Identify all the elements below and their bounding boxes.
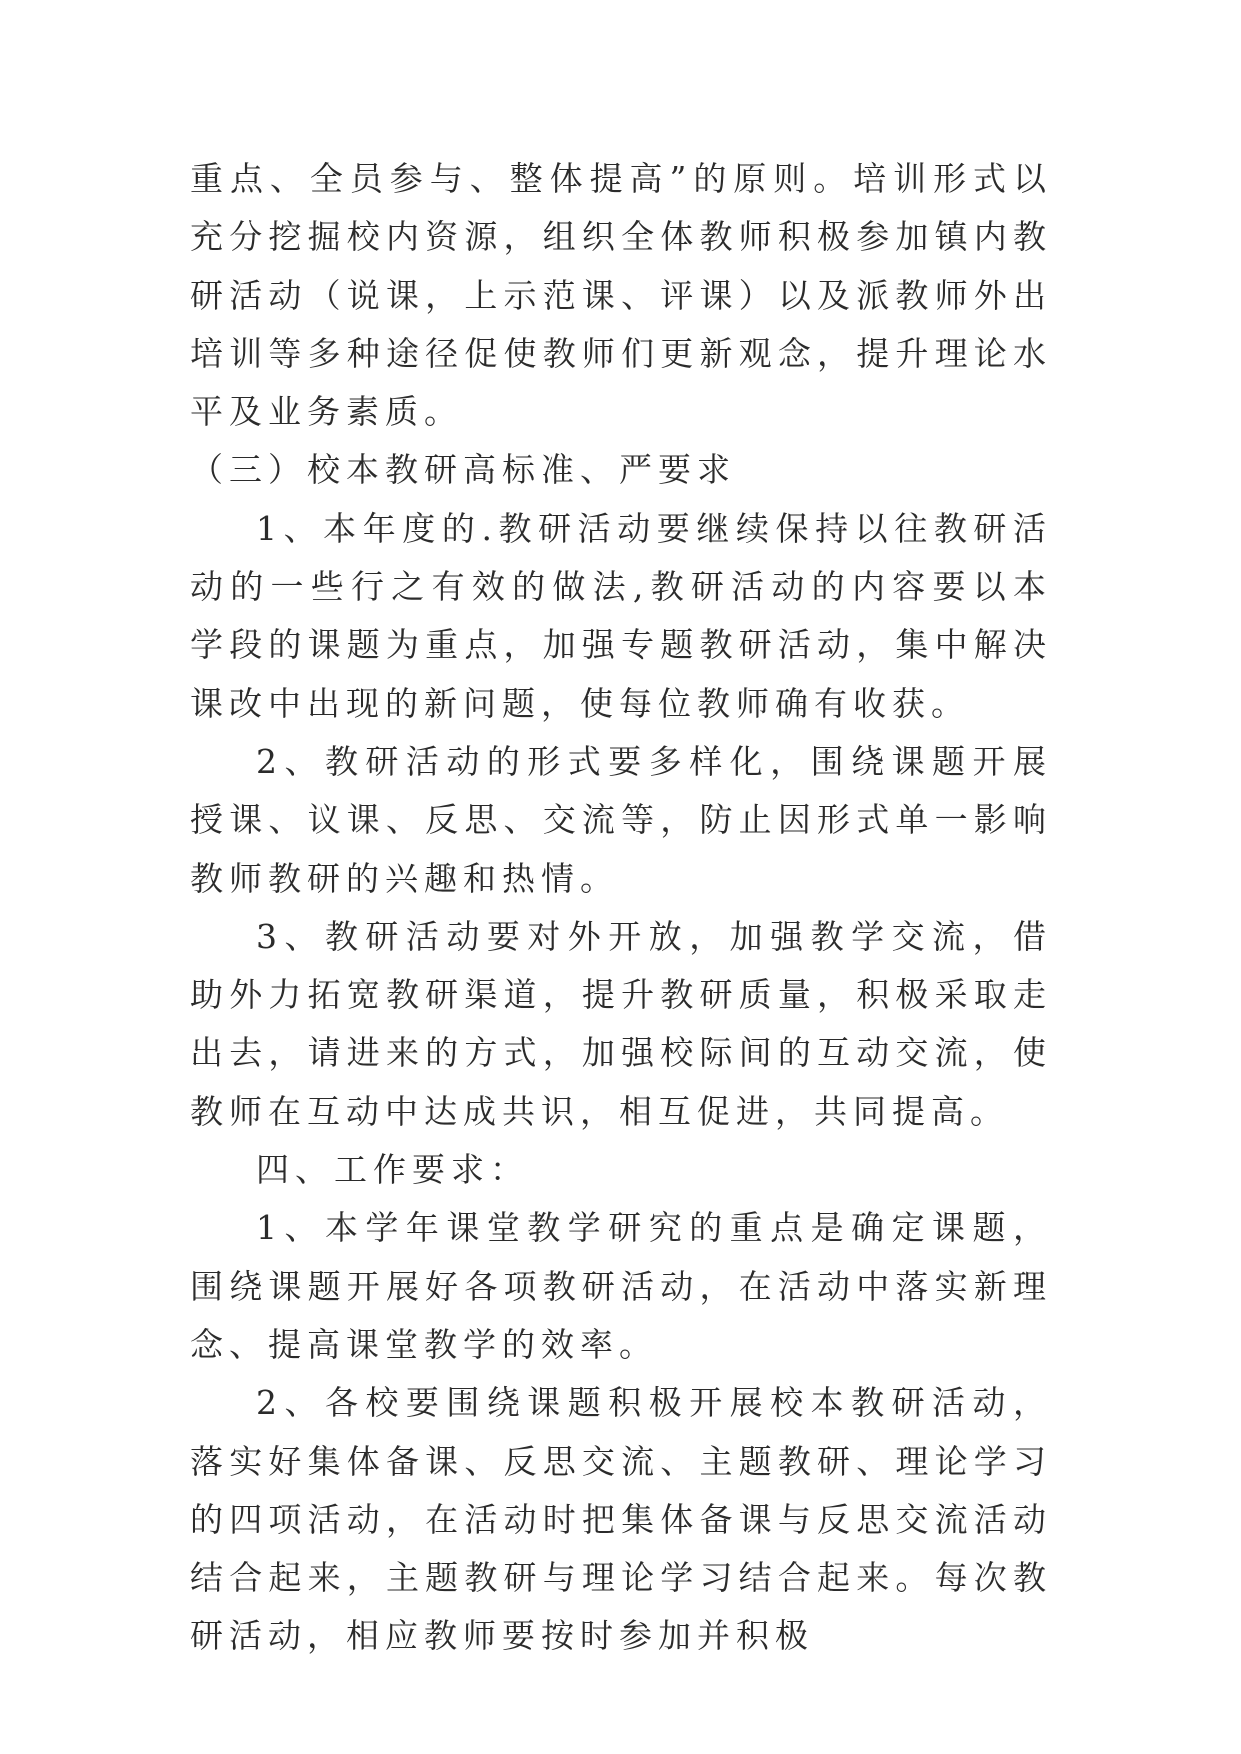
paragraph-continuation: 重点、全员参与、整体提高”的原则。培训形式以充分挖掘校内资源，组织全体教师积极参加镇内教研活动（说课，上示范课、评课）以及派教师外出培训等多种途径促使教师们更新观念，提升理论水平及业务素质。 [190,159,1052,432]
section-heading-4: 四、工作要求： [256,1150,529,1190]
requirement-item-2: 2、各校要围绕课题积极开展校本教研活动，落实好集体备课、反思交流、主题教研、理论学习的四项活动，在活动时把集体备课与反思交流活动结合起来，主题教研与理论学习结合起来。每次教研活动，相应教师要按时参加并积极 [190,1383,1052,1656]
paragraph-item-1: 1、本年度的.教研活动要继续保持以往教研活动的一些行之有效的做法,教研活动的内容要以本学段的课题为重点，加强专题教研活动，集中解决课改中出现的新问题，使每位教师确有收获。 [190,508,1052,723]
paragraph-item-3: 3、教研活动要对外开放，加强教学交流，借助外力拓宽教研渠道，提升教研质量，积极采取走出去，请进来的方式，加强校际间的互动交流，使教师在互动中达成共识，相互促进，共同提高。 [190,916,1052,1131]
document-body [190,150,1052,1666]
requirement-item-1: 1、本学年课堂教学研究的重点是确定课题，围绕课题开展好各项教研活动，在活动中落实新理念、提高课堂教学的效率。 [190,1208,1052,1364]
paragraph-item-2: 2、教研活动的形式要多样化，围绕课题开展授课、议课、反思、交流等，防止因形式单一影响教师教研的兴趣和热情。 [190,741,1052,898]
section-heading-3: （三）校本教研高标准、严要求 [190,450,736,490]
